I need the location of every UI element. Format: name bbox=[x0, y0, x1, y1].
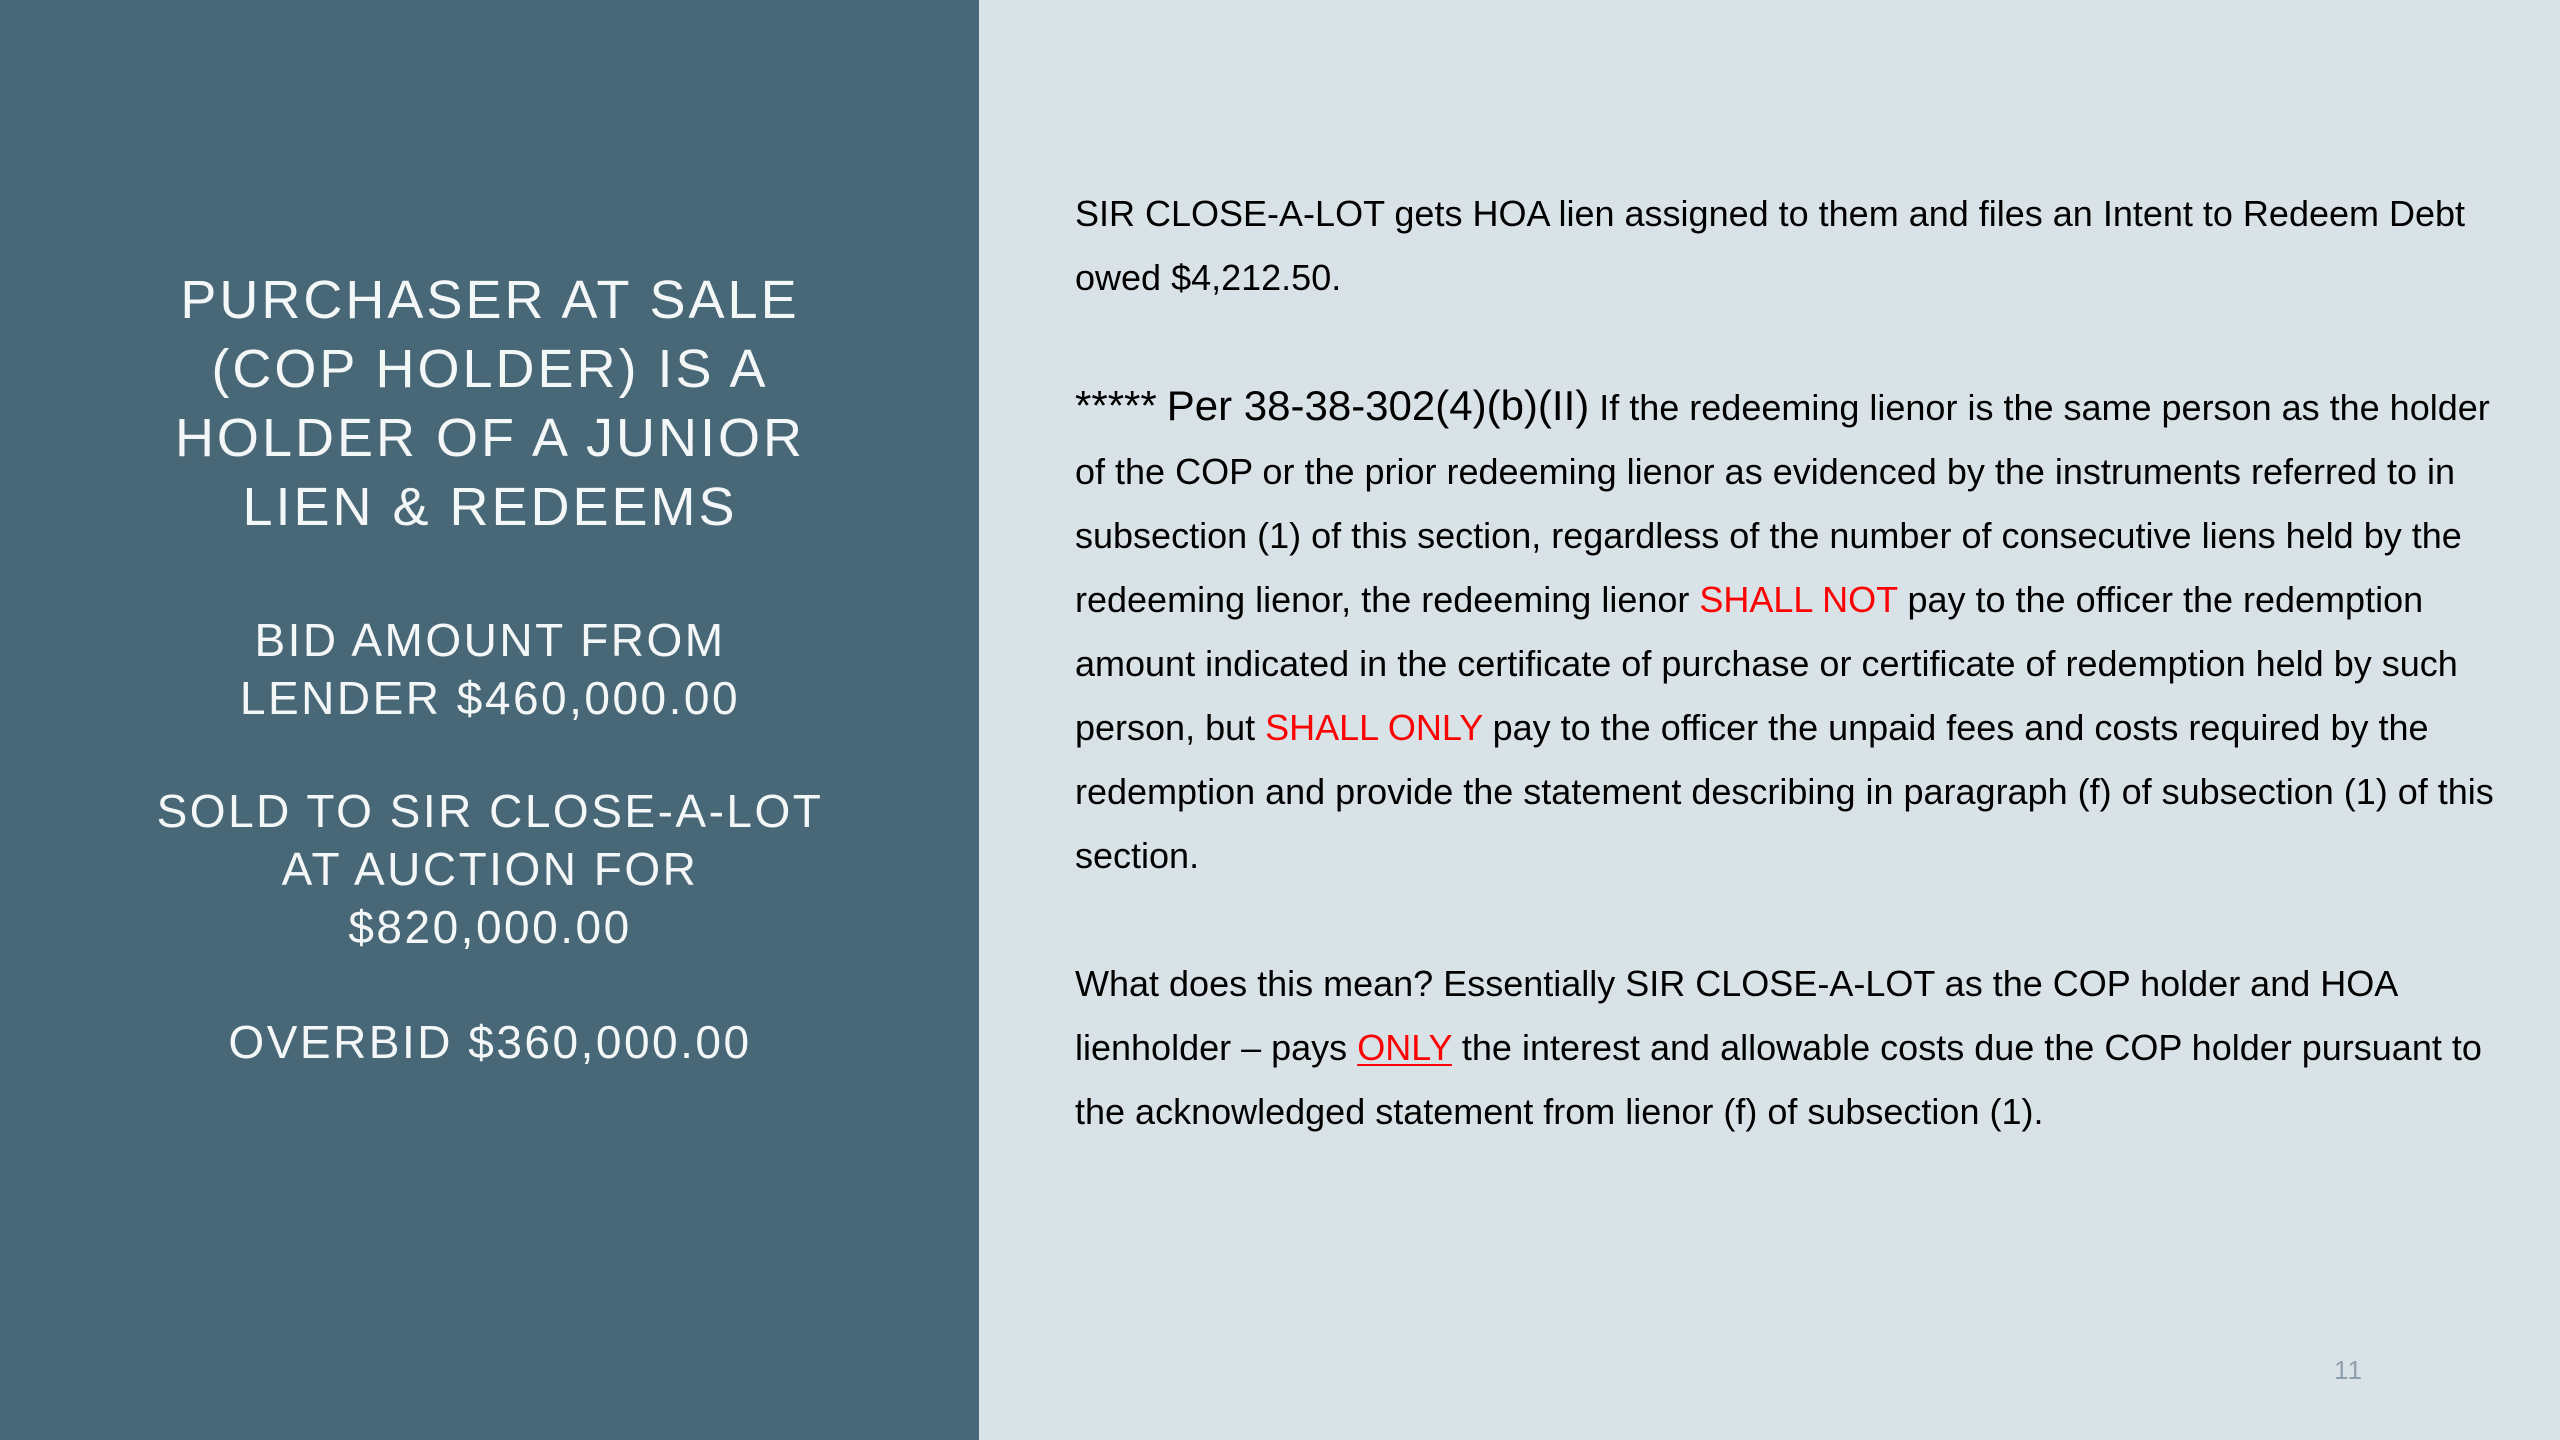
slide-title bbox=[140, 266, 840, 542]
shall-only-emphasis: SHALL ONLY bbox=[1265, 707, 1483, 748]
shall-not-emphasis: SHALL NOT bbox=[1699, 579, 1898, 620]
bid-amount-block bbox=[140, 611, 840, 727]
meaning-text-1: What does this mean? Essentially SIR CLOSE-A-LOT as the COP holder and HOA lienholder – pays bbox=[1075, 963, 2397, 1068]
title-line-4: LIEN & REDEEMS bbox=[242, 477, 738, 537]
title-line-2: (COP HOLDER) IS A bbox=[211, 339, 769, 399]
meaning-text-2: the interest and allowable costs due the COP holder pursuant to the acknowledged statement from lienor (f) of subsection (1). bbox=[1075, 1027, 2482, 1132]
overbid-block bbox=[140, 1013, 840, 1071]
statute-text-2: pay to the officer the redemption amount indicated in the certificate of purchase or certificate of redemption held by such person, but bbox=[1075, 579, 2458, 748]
page-number: 11 bbox=[2334, 1355, 2363, 1385]
left-panel bbox=[0, 0, 979, 1440]
sold-line-2: AT AUCTION FOR bbox=[281, 843, 699, 895]
statute-text-3: pay to the officer the unpaid fees and costs required by the redemption and provide the statement describing in paragraph (f) of subsection (1) of this section. bbox=[1075, 707, 2494, 876]
paragraph-spacer-2 bbox=[1075, 888, 2495, 952]
sold-block bbox=[140, 782, 840, 956]
statute-paragraph bbox=[1075, 374, 2495, 888]
right-panel bbox=[979, 0, 2560, 1440]
paragraph-spacer bbox=[1075, 310, 2495, 374]
statute-stars: ***** bbox=[1075, 382, 1157, 429]
statute-reference: Per 38-38-302(4)(b)(II) bbox=[1166, 382, 1590, 429]
intent-paragraph: SIR CLOSE-A-LOT gets HOA lien assigned to them and files an Intent to Redeem Debt owed $4,212.50. bbox=[1075, 193, 2466, 298]
bid-line-1: BID AMOUNT FROM bbox=[254, 614, 726, 666]
sold-line-1: SOLD TO SIR CLOSE-A-LOT bbox=[156, 785, 824, 837]
slide-body bbox=[1075, 182, 2495, 1144]
title-line-1: PURCHASER AT SALE bbox=[180, 270, 800, 330]
bid-line-2: LENDER $460,000.00 bbox=[239, 672, 741, 724]
sold-line-3: $820,000.00 bbox=[348, 901, 632, 953]
statute-text-1: If the redeeming lienor is the same person as the holder of the COP or the prior redeeming lienor as evidenced by the instruments referred to in subsection (1) of this section, regardless of the number of consecutive liens held by the redeeming lienor, the redeeming lienor bbox=[1075, 387, 2490, 620]
meaning-paragraph bbox=[1075, 952, 2495, 1144]
only-emphasis: ONLY bbox=[1357, 1027, 1452, 1068]
title-line-3: HOLDER OF A JUNIOR bbox=[174, 408, 806, 468]
overbid-text: OVERBID $360,000.00 bbox=[228, 1016, 752, 1068]
